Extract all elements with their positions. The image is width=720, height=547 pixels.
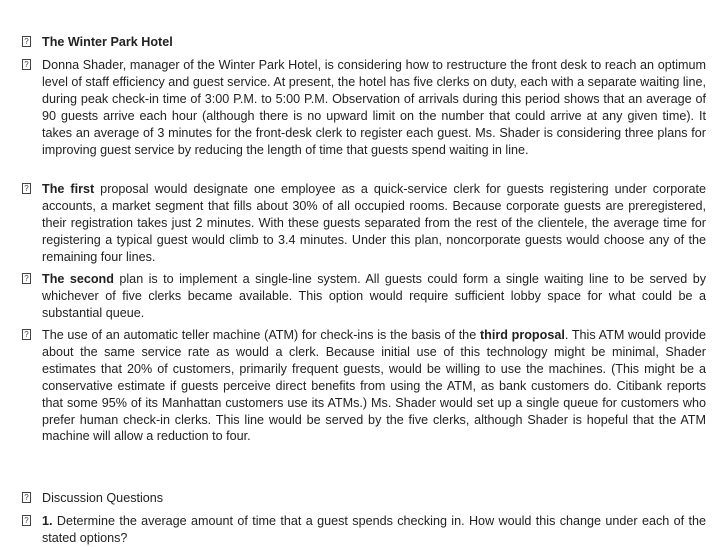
second-plan-text: plan is to implement a single-line system. All guests could form a single waiting line to be served by whichever of five clerks became available. This option would require sufficient lobby space for what could be a substantial queue. bbox=[42, 272, 706, 320]
intro-paragraph: Donna Shader, manager of the Winter Park Hotel, is considering how to restructure the front desk to reach an optimum level of staff efficiency and guest service. At present, the hotel has five clerks on duty, each with a separate waiting line, during peak check-in time of 3:00 P.M. to 5:00 P.M. Observation of arrivals during this period shows that an average of 90 guests arrive each hour (although there is no upward limit on the number that could arrive at any given time). It takes an average of 3 minutes for the front-desk clerk to register each guest. Ms. Shader is considering three plans for improving guest service by reducing the length of time that guests spend waiting in line. bbox=[42, 58, 706, 157]
question-text: Determine the average amount of time that a guest spends checking in. How would this change under each of the stated options? bbox=[42, 514, 706, 545]
bullet-icon: ? bbox=[22, 492, 31, 503]
bullet-icon: ? bbox=[22, 515, 31, 526]
second-plan-lead: The second bbox=[42, 272, 114, 286]
question-number: 1. bbox=[42, 514, 53, 528]
bullet-icon: ? bbox=[22, 36, 31, 47]
bullet-icon: ? bbox=[22, 329, 31, 340]
bullet-icon: ? bbox=[22, 273, 31, 284]
hotel-title: The Winter Park Hotel bbox=[42, 35, 173, 49]
bullet-icon: ? bbox=[22, 59, 31, 70]
discussion-heading: Discussion Questions bbox=[42, 491, 164, 505]
third-proposal-intro: The use of an automatic teller machine (ATM) for check-ins is the basis of the bbox=[42, 328, 480, 342]
first-proposal-lead: The first bbox=[42, 182, 95, 196]
first-proposal-text: proposal would designate one employee as a quick-service clerk for guests registering under corporate accounts, a market segment that fills about 30% of all occupied rooms. Because corporate guests are preregistered, their registration takes just 2 minutes. With these guests separated from the rest of the clientele, the average time for registering a typical guest would climb to 3.4 minutes. Under this plan, noncorporate guests would choose any of the remaining four lines. bbox=[42, 182, 706, 264]
third-proposal-lead: third proposal bbox=[479, 328, 565, 342]
bullet-icon: ? bbox=[22, 183, 31, 194]
third-proposal-text: . This ATM would provide about the same service rate as would a clerk. Because initial use of this technology might be minimal, Shader estimates that 20% of customers, primarily frequent guests, would be willing to use the machines. (This might be a conservative estimate if guests perceive direct benefits from using the ATM, as bank customers do. Citibank reports that some 95% of its Manhattan customers use its ATMs.) Ms. Shader would set up a single queue for customers who prefer human check-in clerks. This line would be served by the five clerks, although Shader is hopeful that the ATM machine will allow a reduction to four. bbox=[42, 328, 706, 444]
